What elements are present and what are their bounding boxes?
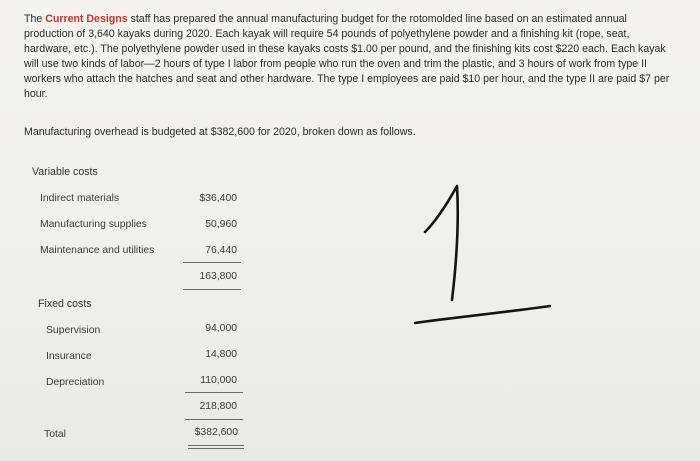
- variable-subtotal: 163,800: [199, 271, 237, 282]
- fixed-subtotal-underline: [185, 419, 243, 420]
- overhead-sentence: Manufacturing overhead is budgeted at $382,600 for 2020, broken down as follows.: [24, 126, 416, 138]
- total-underline-1: [188, 445, 244, 446]
- row-label-insurance: Insurance: [46, 351, 92, 362]
- company-name: Current Designs: [45, 13, 128, 25]
- handwritten-number-one: [405, 180, 565, 340]
- row-value-maintenance-utilities: 76,440: [205, 245, 237, 256]
- variable-costs-title: Variable costs: [32, 166, 98, 178]
- paragraph-pre: The: [24, 13, 46, 25]
- row-label-supervision: Supervision: [46, 325, 101, 336]
- fixed-subtotal: 218,800: [199, 401, 237, 412]
- row-label-manufacturing-supplies: Manufacturing supplies: [40, 219, 147, 230]
- row-label-indirect-materials: Indirect materials: [40, 193, 120, 204]
- row-value-supervision: 94,000: [205, 323, 237, 334]
- row-label-depreciation: Depreciation: [46, 377, 105, 388]
- row-value-manufacturing-supplies: 50,960: [205, 219, 237, 230]
- row-label-maintenance-utilities: Maintenance and utilities: [40, 245, 155, 256]
- row-value-indirect-materials: $36,400: [199, 193, 237, 204]
- fixed-costs-title: Fixed costs: [38, 298, 92, 310]
- total-label: Total: [44, 429, 66, 440]
- row-value-depreciation: 110,000: [200, 375, 237, 386]
- paragraph-body: staff has prepared the annual manufacturing budget for the rotomolded line based on an estimated annual production of 3,640 kayaks during 2020. Each kayak will require 54 pounds of polyethylene powder and a finishing kit (rope, seat, hardware, etc.). The polyethylene powder used in these kayaks costs $1.00 per pound, and the finishing kits cost $220 each. Each kayak will use two kinds of labor—2 hours of type I labor from people who run the oven and trim the plastic, and 3 hours of work from type II workers who attach the hatches and seat and other hardware. The type I employees are paid $10 per hour, and the type II are paid $7 per hour.: [24, 13, 670, 100]
- variable-subtotal-rule: [183, 262, 241, 263]
- variable-subtotal-underline: [183, 289, 241, 290]
- row-value-insurance: 14,800: [205, 349, 237, 360]
- fixed-subtotal-rule: [185, 392, 243, 393]
- problem-paragraph: [24, 12, 674, 102]
- total-value: $382,600: [194, 427, 238, 438]
- total-underline-2: [188, 448, 244, 449]
